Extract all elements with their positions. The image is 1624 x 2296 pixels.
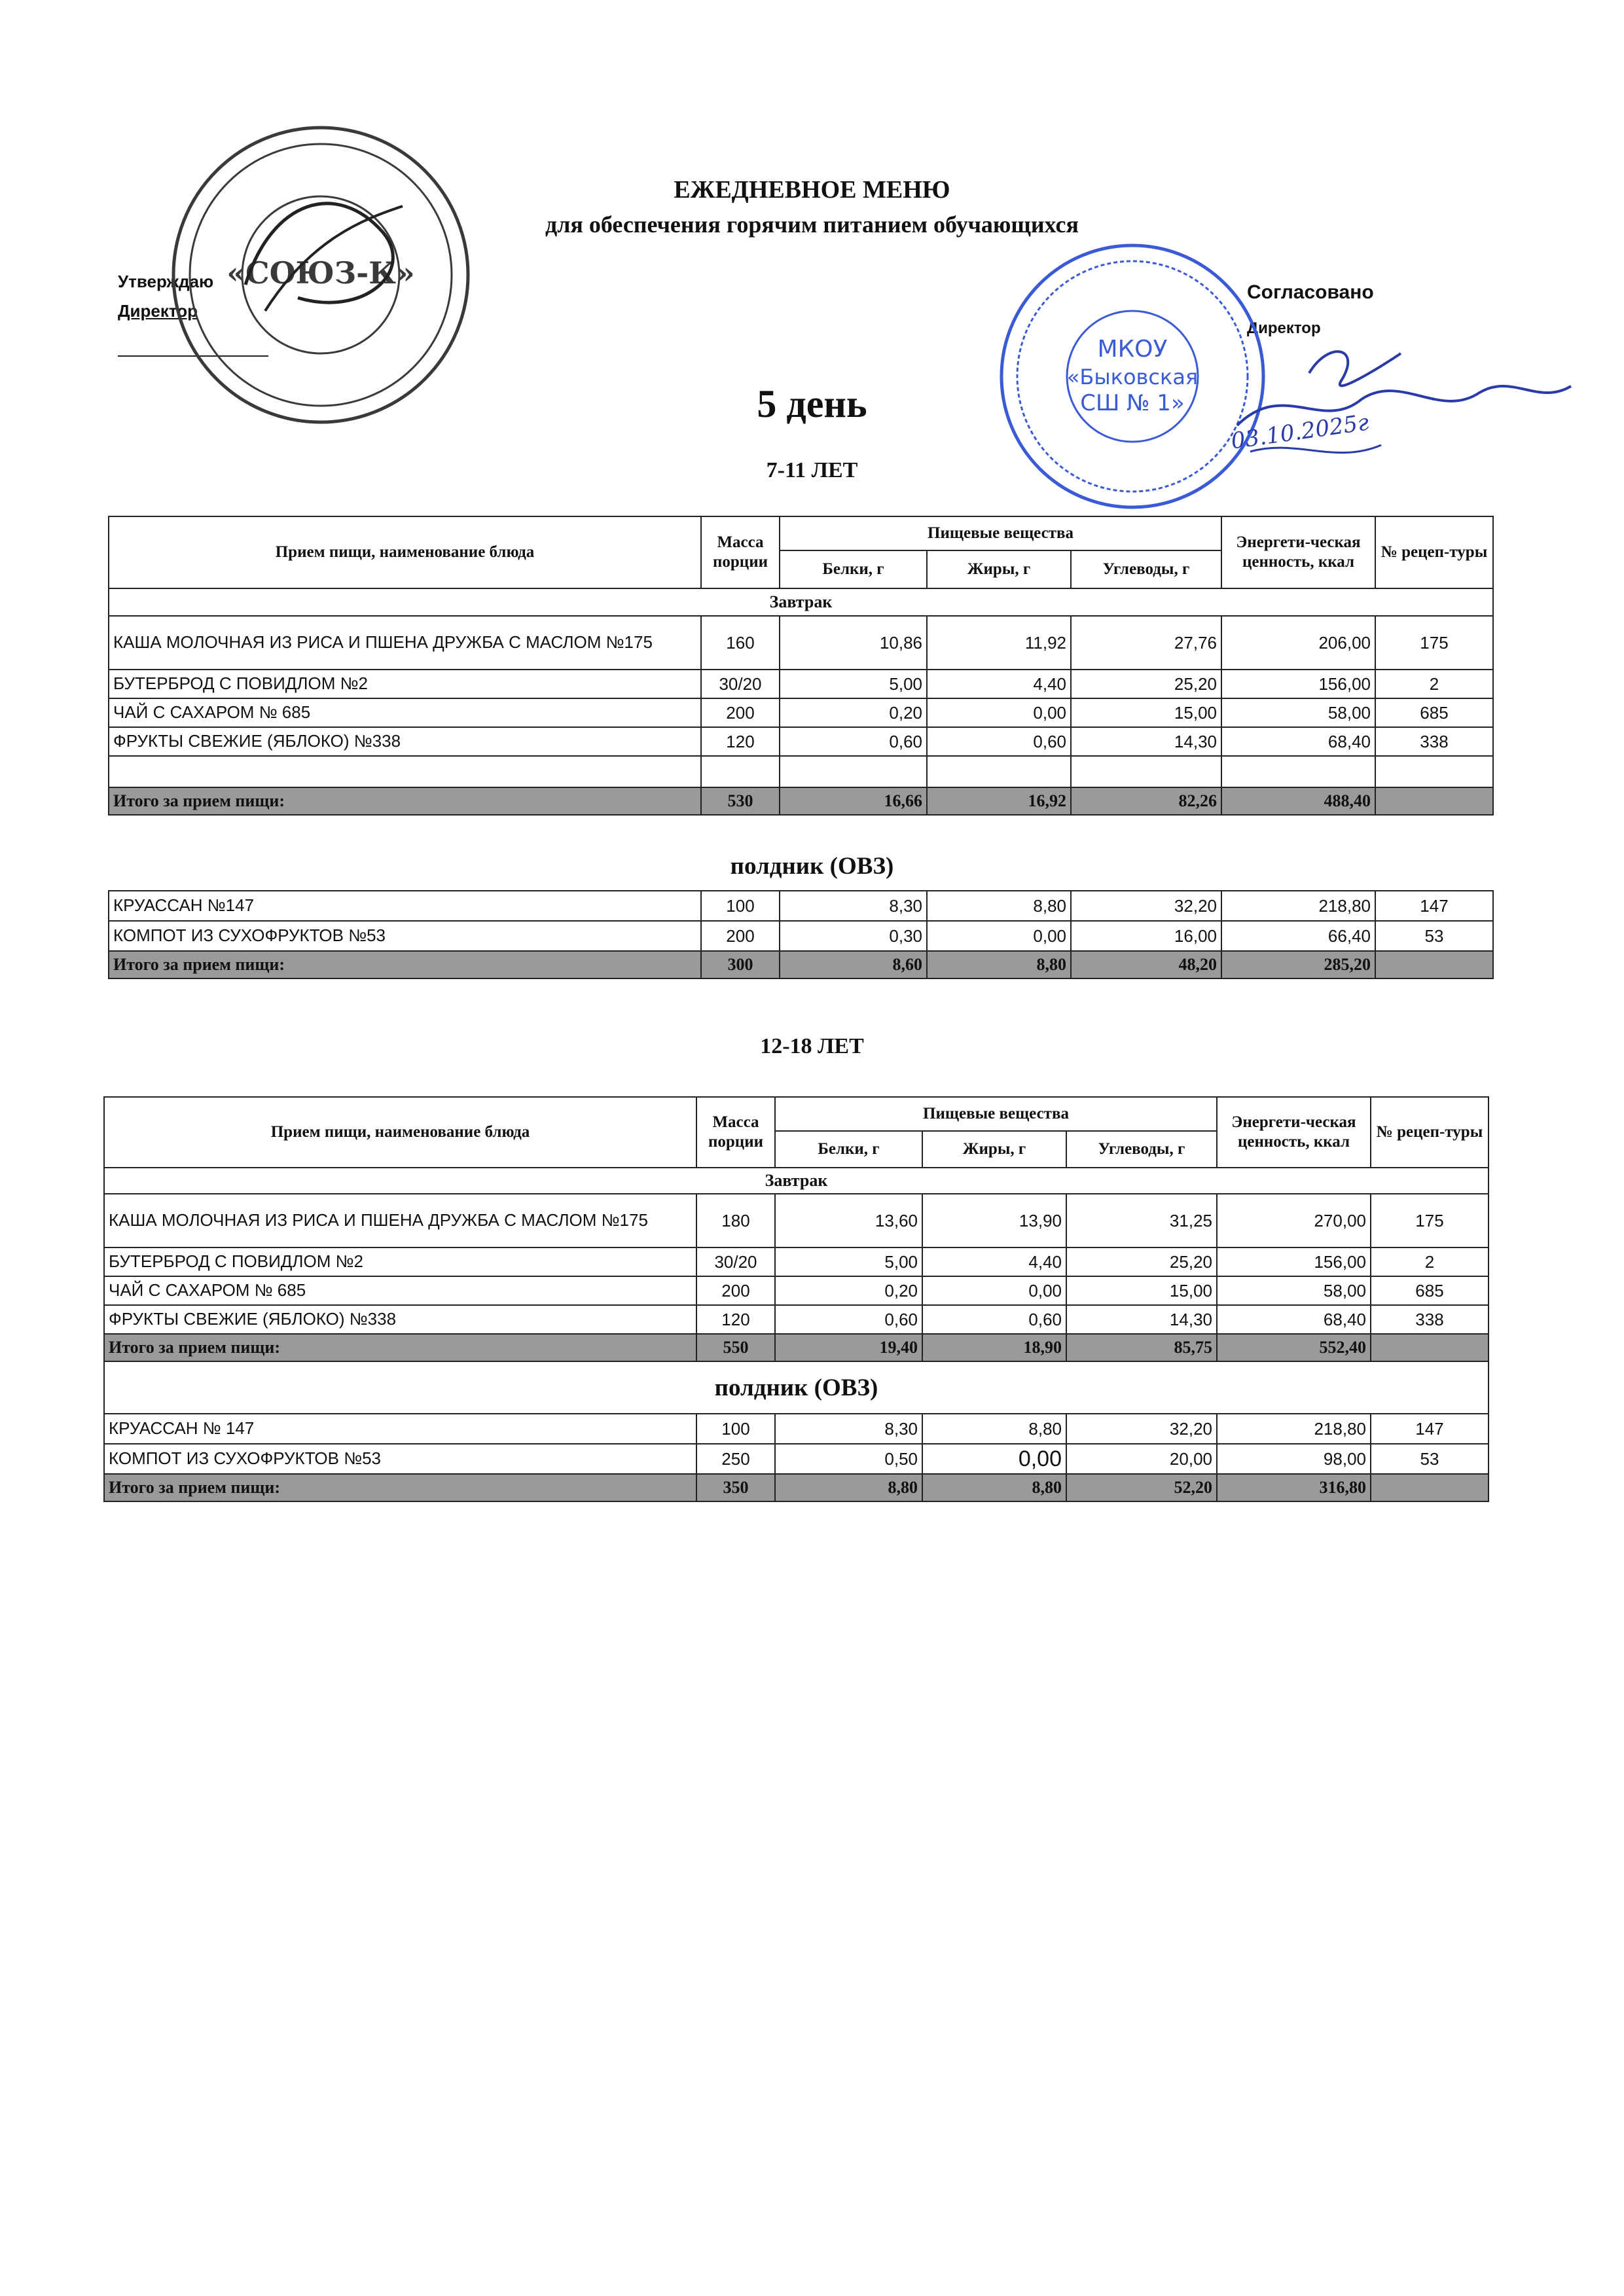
svg-text:«СОЮЗ-К»: «СОЮЗ-К» [226, 255, 415, 291]
signature-date: 03.10.2025г [1229, 409, 1371, 455]
document-subtitle: для обеспечения горячим питанием обучающихся [545, 211, 1079, 238]
total-row: Итого за прием пищи: 550 19,40 18,90 85,75 552,40 [104, 1334, 1489, 1361]
col-carbs: Углеводы, г [1066, 1131, 1217, 1168]
col-energy: Энергети-ческая ценность, ккал [1221, 516, 1375, 588]
menu-table-7-11 [108, 516, 1494, 816]
total-row: Итого за прием пищи: 530 16,66 16,92 82,26 488,40 [109, 787, 1493, 815]
col-fat: Жиры, г [922, 1131, 1066, 1168]
col-carbs: Углеводы, г [1071, 550, 1221, 588]
table-row: КРУАССАН №147 100 8,30 8,80 32,20 218,80 147 [109, 891, 1493, 921]
col-dish: Прием пищи, наименование блюда [109, 516, 701, 588]
col-dish: Прием пищи, наименование блюда [104, 1097, 696, 1168]
age-group-title: 7-11 ЛЕТ [766, 458, 858, 482]
snack-table-7-11 [108, 890, 1494, 979]
table-row: КОМПОТ ИЗ СУХОФРУКТОВ №53 250 0,50 0,00 20,00 98,00 53 [104, 1444, 1489, 1474]
section-breakfast: Завтрак [104, 1168, 1489, 1194]
table-row: ФРУКТЫ СВЕЖИЕ (ЯБЛОКО) №338 120 0,60 0,60 14,30 68,40 338 [109, 727, 1493, 756]
col-fat: Жиры, г [927, 550, 1071, 588]
empty-row [109, 756, 1493, 787]
approve-role: Директор [118, 301, 198, 321]
col-nutrients: Пищевые вещества [775, 1097, 1217, 1131]
section-snack-title: полдник (ОВЗ) [104, 1361, 1489, 1414]
table-row: КРУАССАН № 147 100 8,30 8,80 32,20 218,80 147 [104, 1414, 1489, 1444]
col-nutrients: Пищевые вещества [780, 516, 1221, 550]
agree-label: Согласовано [1247, 281, 1374, 303]
table-row: КОМПОТ ИЗ СУХОФРУКТОВ №53 200 0,30 0,00 16,00 66,40 53 [109, 921, 1493, 951]
table-row: КАША МОЛОЧНАЯ ИЗ РИСА И ПШЕНА ДРУЖБА С МАСЛОМ №175 160 10,86 11,92 27,76 206,00 175 [109, 616, 1493, 670]
col-recipe: № рецеп-туры [1371, 1097, 1489, 1168]
table-row: ЧАЙ С САХАРОМ № 685 200 0,20 0,00 15,00 58,00 685 [104, 1276, 1489, 1305]
day-title: 5 день [757, 382, 867, 425]
approve-label: Утверждаю [118, 272, 214, 291]
document-title: ЕЖЕДНЕВНОЕ МЕНЮ [674, 176, 950, 204]
total-row: Итого за прием пищи: 350 8,80 8,80 52,20 316,80 [104, 1474, 1489, 1501]
svg-text:МКОУ: МКОУ [1097, 336, 1168, 363]
col-mass: Масса порции [696, 1097, 775, 1168]
table-row: ЧАЙ С САХАРОМ № 685 200 0,20 0,00 15,00 58,00 685 [109, 698, 1493, 727]
svg-text:«Быковская: «Быковская [1066, 365, 1199, 389]
section-breakfast: Завтрак [109, 588, 1493, 616]
col-recipe: № рецеп-туры [1375, 516, 1493, 588]
col-protein: Белки, г [780, 550, 927, 588]
table-row: КАША МОЛОЧНАЯ ИЗ РИСА И ПШЕНА ДРУЖБА С МАСЛОМ №175 180 13,60 13,90 31,25 270,00 175 [104, 1194, 1489, 1247]
total-row: Итого за прием пищи: 300 8,60 8,80 48,20 285,20 [109, 951, 1493, 978]
section-snack-title: полдник (ОВЗ) [730, 853, 894, 880]
table-row: БУТЕРБРОД С ПОВИДЛОМ №2 30/20 5,00 4,40 25,20 156,00 2 [104, 1247, 1489, 1276]
col-energy: Энергети-ческая ценность, ккал [1217, 1097, 1371, 1168]
agree-role: Директор [1247, 319, 1321, 337]
col-protein: Белки, г [775, 1131, 922, 1168]
menu-table-12-18 [103, 1096, 1489, 1502]
col-mass: Масса порции [701, 516, 780, 588]
table-row: БУТЕРБРОД С ПОВИДЛОМ №2 30/20 5,00 4,40 25,20 156,00 2 [109, 670, 1493, 698]
age-group-title: 12-18 ЛЕТ [760, 1034, 864, 1058]
svg-text:СШ № 1»: СШ № 1» [1080, 390, 1185, 416]
table-row: ФРУКТЫ СВЕЖИЕ (ЯБЛОКО) №338 120 0,60 0,60 14,30 68,40 338 [104, 1305, 1489, 1334]
